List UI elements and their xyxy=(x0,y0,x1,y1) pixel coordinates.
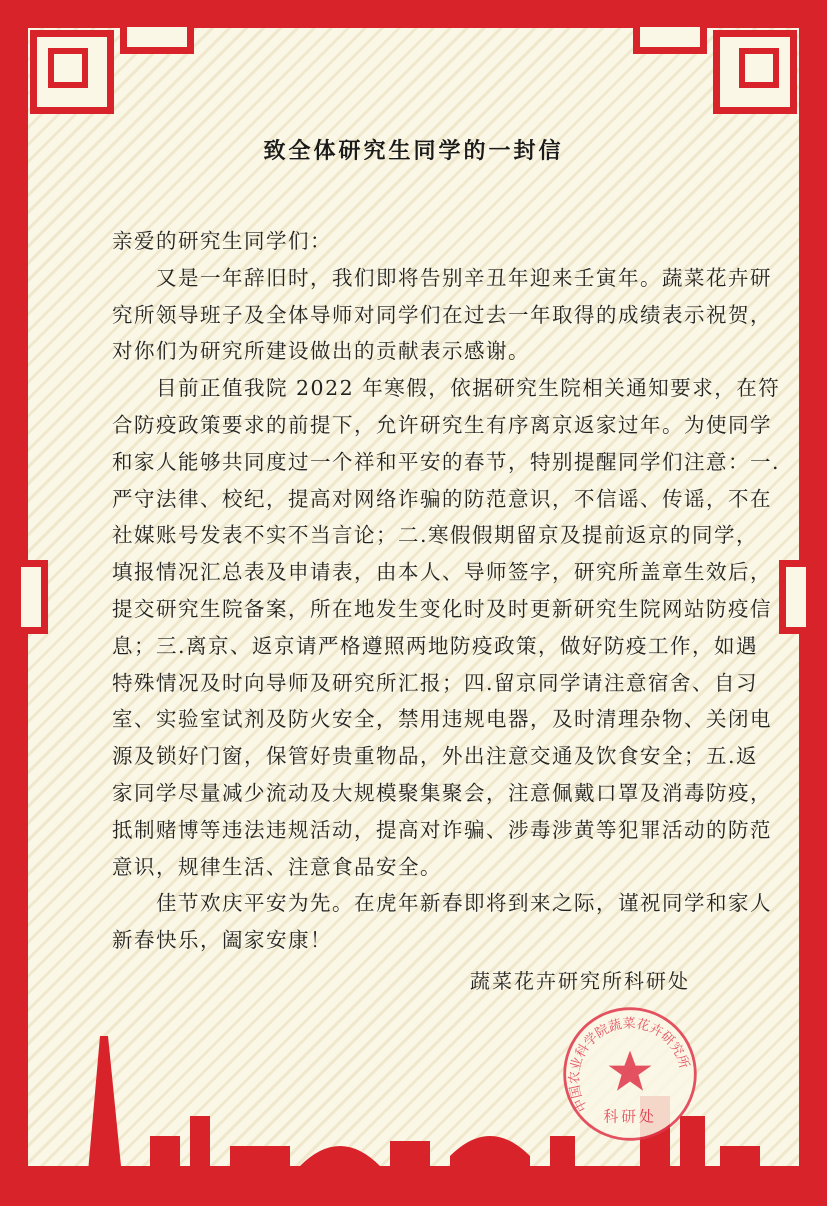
official-seal xyxy=(560,1004,700,1144)
seal-center-text: 科研处 xyxy=(603,1107,657,1126)
body-text-line: 特殊情况及时向导师及研究所汇报；四.留京同学请注意宿舍、自习 xyxy=(112,670,759,695)
body-text-line: 息；三.离京、返京请严格遵照两地防疫政策，做好防疫工作，如遇 xyxy=(112,633,759,658)
body-text-line: 佳节欢庆平安为先。在虎年新春即将到来之际，谨祝同学和家人 xyxy=(156,891,772,916)
body-text-line: 室、实验室试剂及防火安全，禁用违规电器，及时清理杂物、关闭电 xyxy=(112,707,772,732)
letter-title: 致全体研究生同学的一封信 xyxy=(263,138,564,164)
body-text-line: 社媒账号发表不实不当言论；二.寒假假期留京及提前返京的同学， xyxy=(112,523,759,548)
fret-top-right-inner xyxy=(633,20,707,54)
fret-top-left-inner xyxy=(120,20,194,54)
body-text-line: 又是一年辞旧时，我们即将告别辛丑年迎来壬寅年。蔬菜花卉研 xyxy=(156,265,772,290)
body-text-line: 严守法律、校纪，提高对网络诈骗的防范意识，不信谣、传谣，不在 xyxy=(112,486,772,511)
letter-body xyxy=(112,223,781,959)
city-skyline-decoration xyxy=(0,1016,827,1206)
fret-ornament xyxy=(48,48,88,88)
fret-right-middle xyxy=(779,560,813,634)
salutation: 亲爱的研究生同学们： xyxy=(112,229,332,253)
body-text-line: 源及锁好门窗，保管好贵重物品，外出注意交通及饮食安全；五.返 xyxy=(112,744,759,769)
body-text-line: 填报情况汇总表及申请表，由本人、导师签字，研究所盖章生效后， xyxy=(112,560,772,585)
body-text-line: 家同学尽量减少流动及大规模聚集聚会，注意佩戴口罩及消毒防疫， xyxy=(112,780,772,805)
body-text-line: 对你们为研究所建设做出的贡献表示感谢。 xyxy=(112,339,530,364)
body-text-line: 合防疫政策要求的前提下，允许研究生有序离京返家过年。为使同学 xyxy=(112,412,772,437)
signature: 蔬菜花卉研究所科研处 xyxy=(470,969,690,993)
body-text-line: 和家人能够共同度过一个祥和平安的春节，特别提醒同学们注意：一. xyxy=(112,449,781,474)
body-text-line: 新春快乐，阖家安康！ xyxy=(112,928,332,953)
fret-left-middle xyxy=(14,560,48,634)
body-text-line: 提交研究生院备案，所在地发生变化时及时更新研究生院网站防疫信 xyxy=(112,596,772,621)
body-text-line: 目前正值我院 2022 年寒假，依据研究生院相关通知要求，在符 xyxy=(156,376,781,401)
fret-ornament xyxy=(739,48,779,88)
body-text-line: 究所领导班子及全体导师对同学们在过去一年取得的成绩表示祝贺， xyxy=(112,302,772,327)
body-text-line: 意识，规律生活、注意食品安全。 xyxy=(112,854,442,879)
seal-ring-text: 中国农业科学院蔬菜花卉研究所 xyxy=(567,1016,692,1114)
body-text-line: 抵制赌博等违法违规活动，提高对诈骗、涉毒涉黄等犯罪活动的防范 xyxy=(112,817,772,842)
